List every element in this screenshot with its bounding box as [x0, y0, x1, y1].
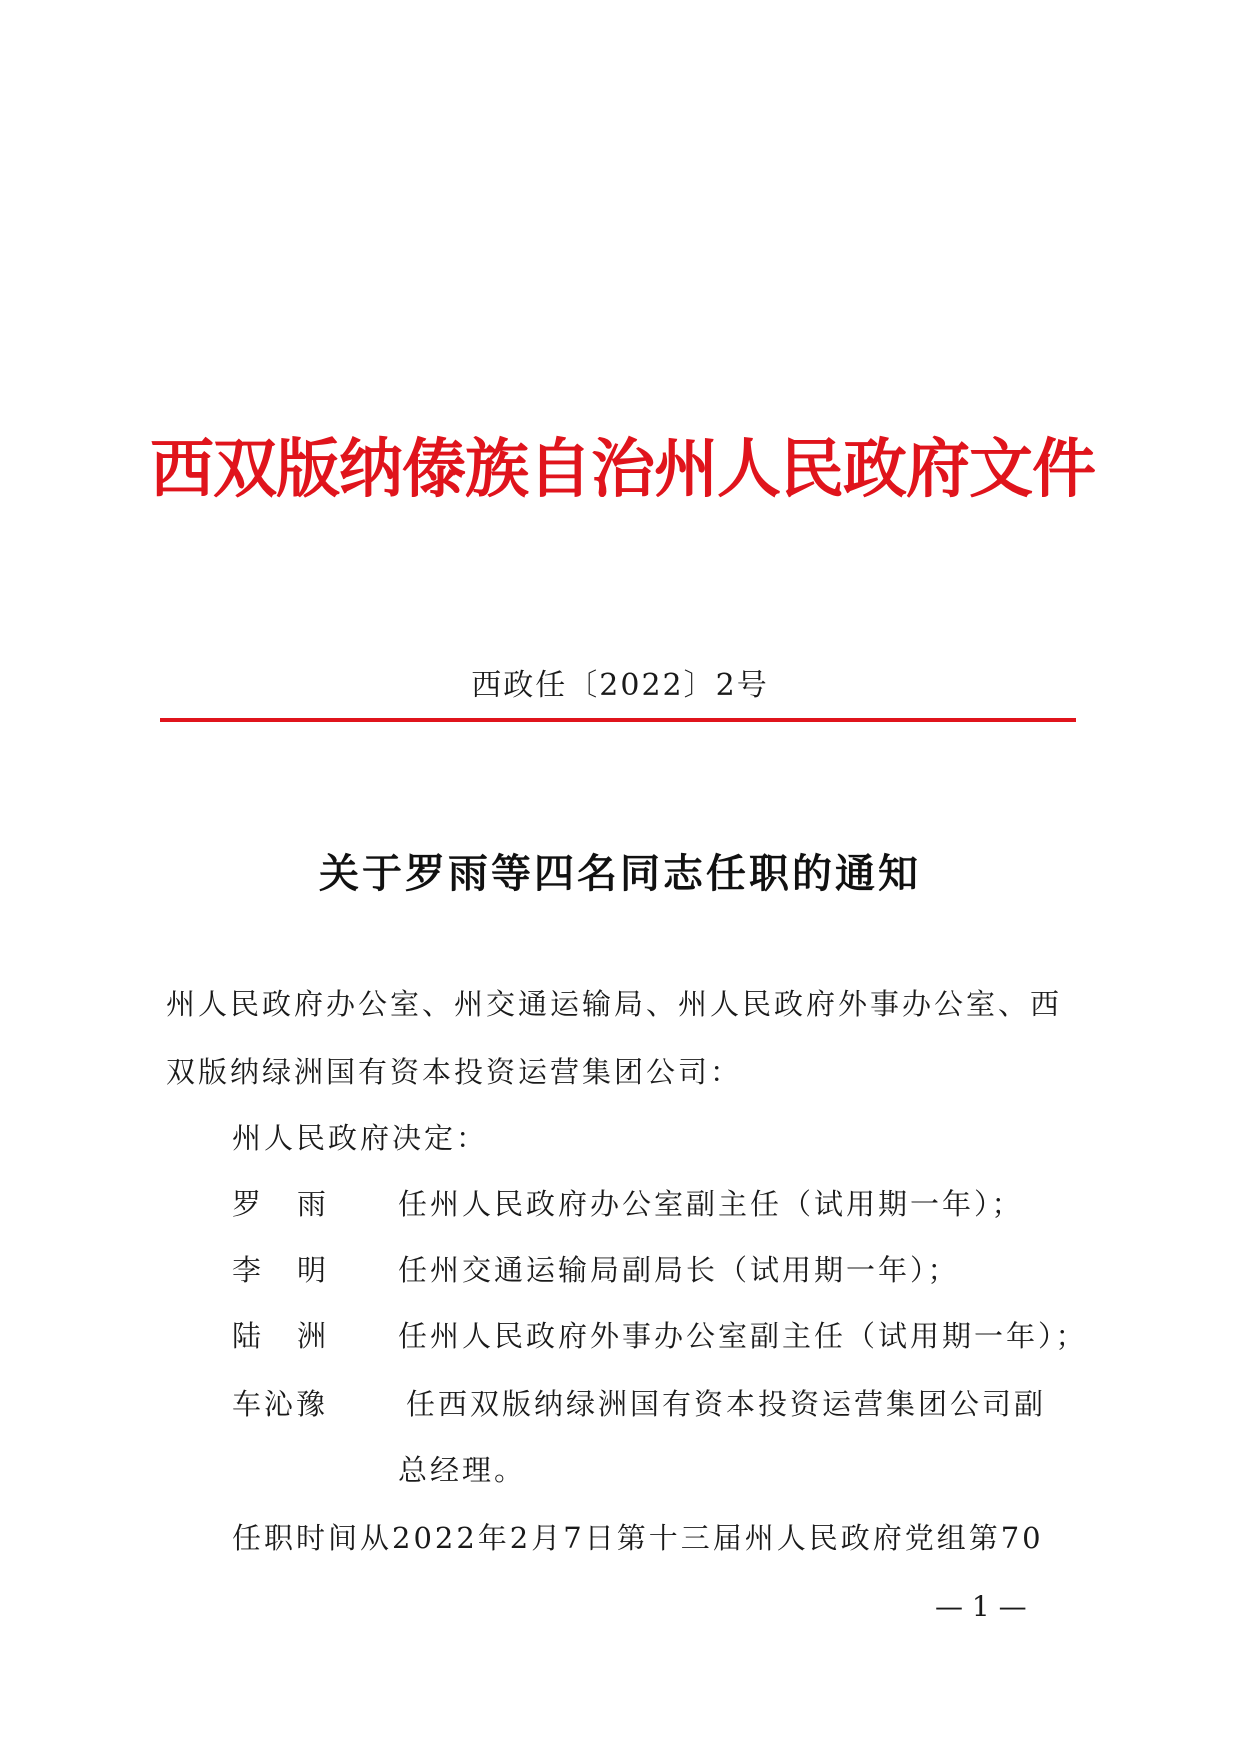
appointee-name: 陆洲: [232, 1319, 363, 1353]
red-separator-line: [160, 718, 1076, 722]
tenure-line: 任职时间从2022年2月7日第十三届州人民政府党组第70: [232, 1521, 1044, 1555]
page-number: — 1 —: [935, 1590, 1027, 1623]
issuer-header-title: 西双版纳傣族自治州人民政府文件: [150, 433, 1095, 507]
decision-intro: 州人民政府决定：: [232, 1121, 489, 1155]
appointee-name: 车沁豫: [232, 1387, 329, 1421]
notice-title: 关于罗雨等四名同志任职的通知: [319, 850, 921, 897]
appointee-name: 罗雨: [232, 1187, 363, 1221]
appointee-role: 任州交通运输局副局长（试用期一年）；: [398, 1253, 960, 1287]
appointee-name: 李明: [232, 1253, 363, 1287]
appointee-role-line-1: 任西双版纳绿洲国有资本投资运营集团公司副: [406, 1387, 1047, 1421]
addressees-line-2: 双版纳绿洲国有资本投资运营集团公司：: [166, 1055, 743, 1089]
appointee-role: 任州人民政府外事办公室副主任（试用期一年）；: [398, 1319, 1088, 1353]
appointee-role: 任州人民政府办公室副主任（试用期一年）；: [398, 1187, 1024, 1221]
appointee-role-line-2: 总经理。: [398, 1453, 527, 1487]
addressees-line-1: 州人民政府办公室、州交通运输局、州人民政府外事办公室、西: [166, 987, 1063, 1021]
document-number: 西政任〔2022〕2号: [471, 668, 769, 703]
